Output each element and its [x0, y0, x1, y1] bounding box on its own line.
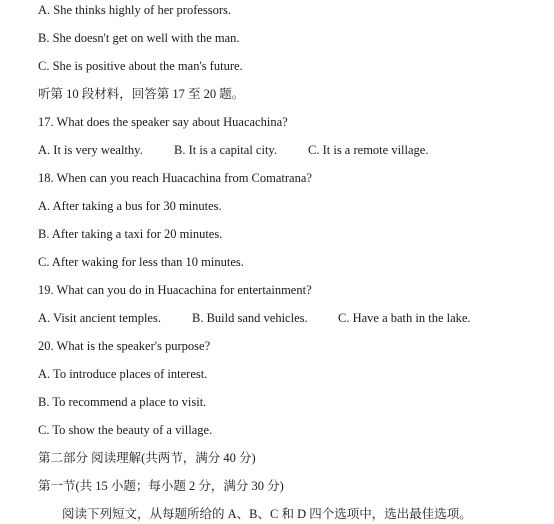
part-two-heading: 第二部分 阅读理解(共两节，满分 40 分) [38, 451, 256, 465]
option-a-q17: A. It is very wealthy. [38, 143, 143, 157]
section-one-heading: 第一节(共 15 小题；每小题 2 分，满分 30 分) [38, 479, 284, 493]
question-18: 18. When can you reach Huacachina from Comatrana? [38, 171, 312, 185]
option-b-q19: B. Build sand vehicles. [192, 311, 308, 325]
question-19: 19. What can you do in Huacachina for entertainment? [38, 283, 312, 297]
listening-instruction: 听第 10 段材料，回答第 17 至 20 题。 [38, 87, 245, 101]
option-c-q17: C. It is a remote village. [308, 143, 429, 157]
option-a-q20: A. To introduce places of interest. [38, 367, 208, 381]
question-17: 17. What does the speaker say about Huacachina? [38, 115, 288, 129]
option-b-q18: B. After taking a taxi for 20 minutes. [38, 227, 223, 241]
option-a-q18: A. After taking a bus for 30 minutes. [38, 199, 222, 213]
option-c-q19: C. Have a bath in the lake. [338, 311, 471, 325]
options-row-q17 [38, 142, 538, 158]
option-c-q16: C. She is positive about the man's future. [38, 59, 243, 73]
option-a-q19: A. Visit ancient temples. [38, 311, 161, 325]
option-c-q18: C. After waking for less than 10 minutes. [38, 255, 244, 269]
reading-instruction: 阅读下列短文，从每题所给的 A、B、C 和 D 四个选项中，选出最佳选项。 [62, 507, 472, 521]
option-a-q16: A. She thinks highly of her professors. [38, 3, 232, 17]
question-20: 20. What is the speaker's purpose? [38, 339, 211, 353]
option-b-q17: B. It is a capital city. [174, 143, 277, 157]
options-row-q19 [38, 310, 538, 326]
option-b-q16: B. She doesn't get on well with the man. [38, 31, 240, 45]
option-c-q20: C. To show the beauty of a village. [38, 423, 213, 437]
option-b-q20: B. To recommend a place to visit. [38, 395, 207, 409]
